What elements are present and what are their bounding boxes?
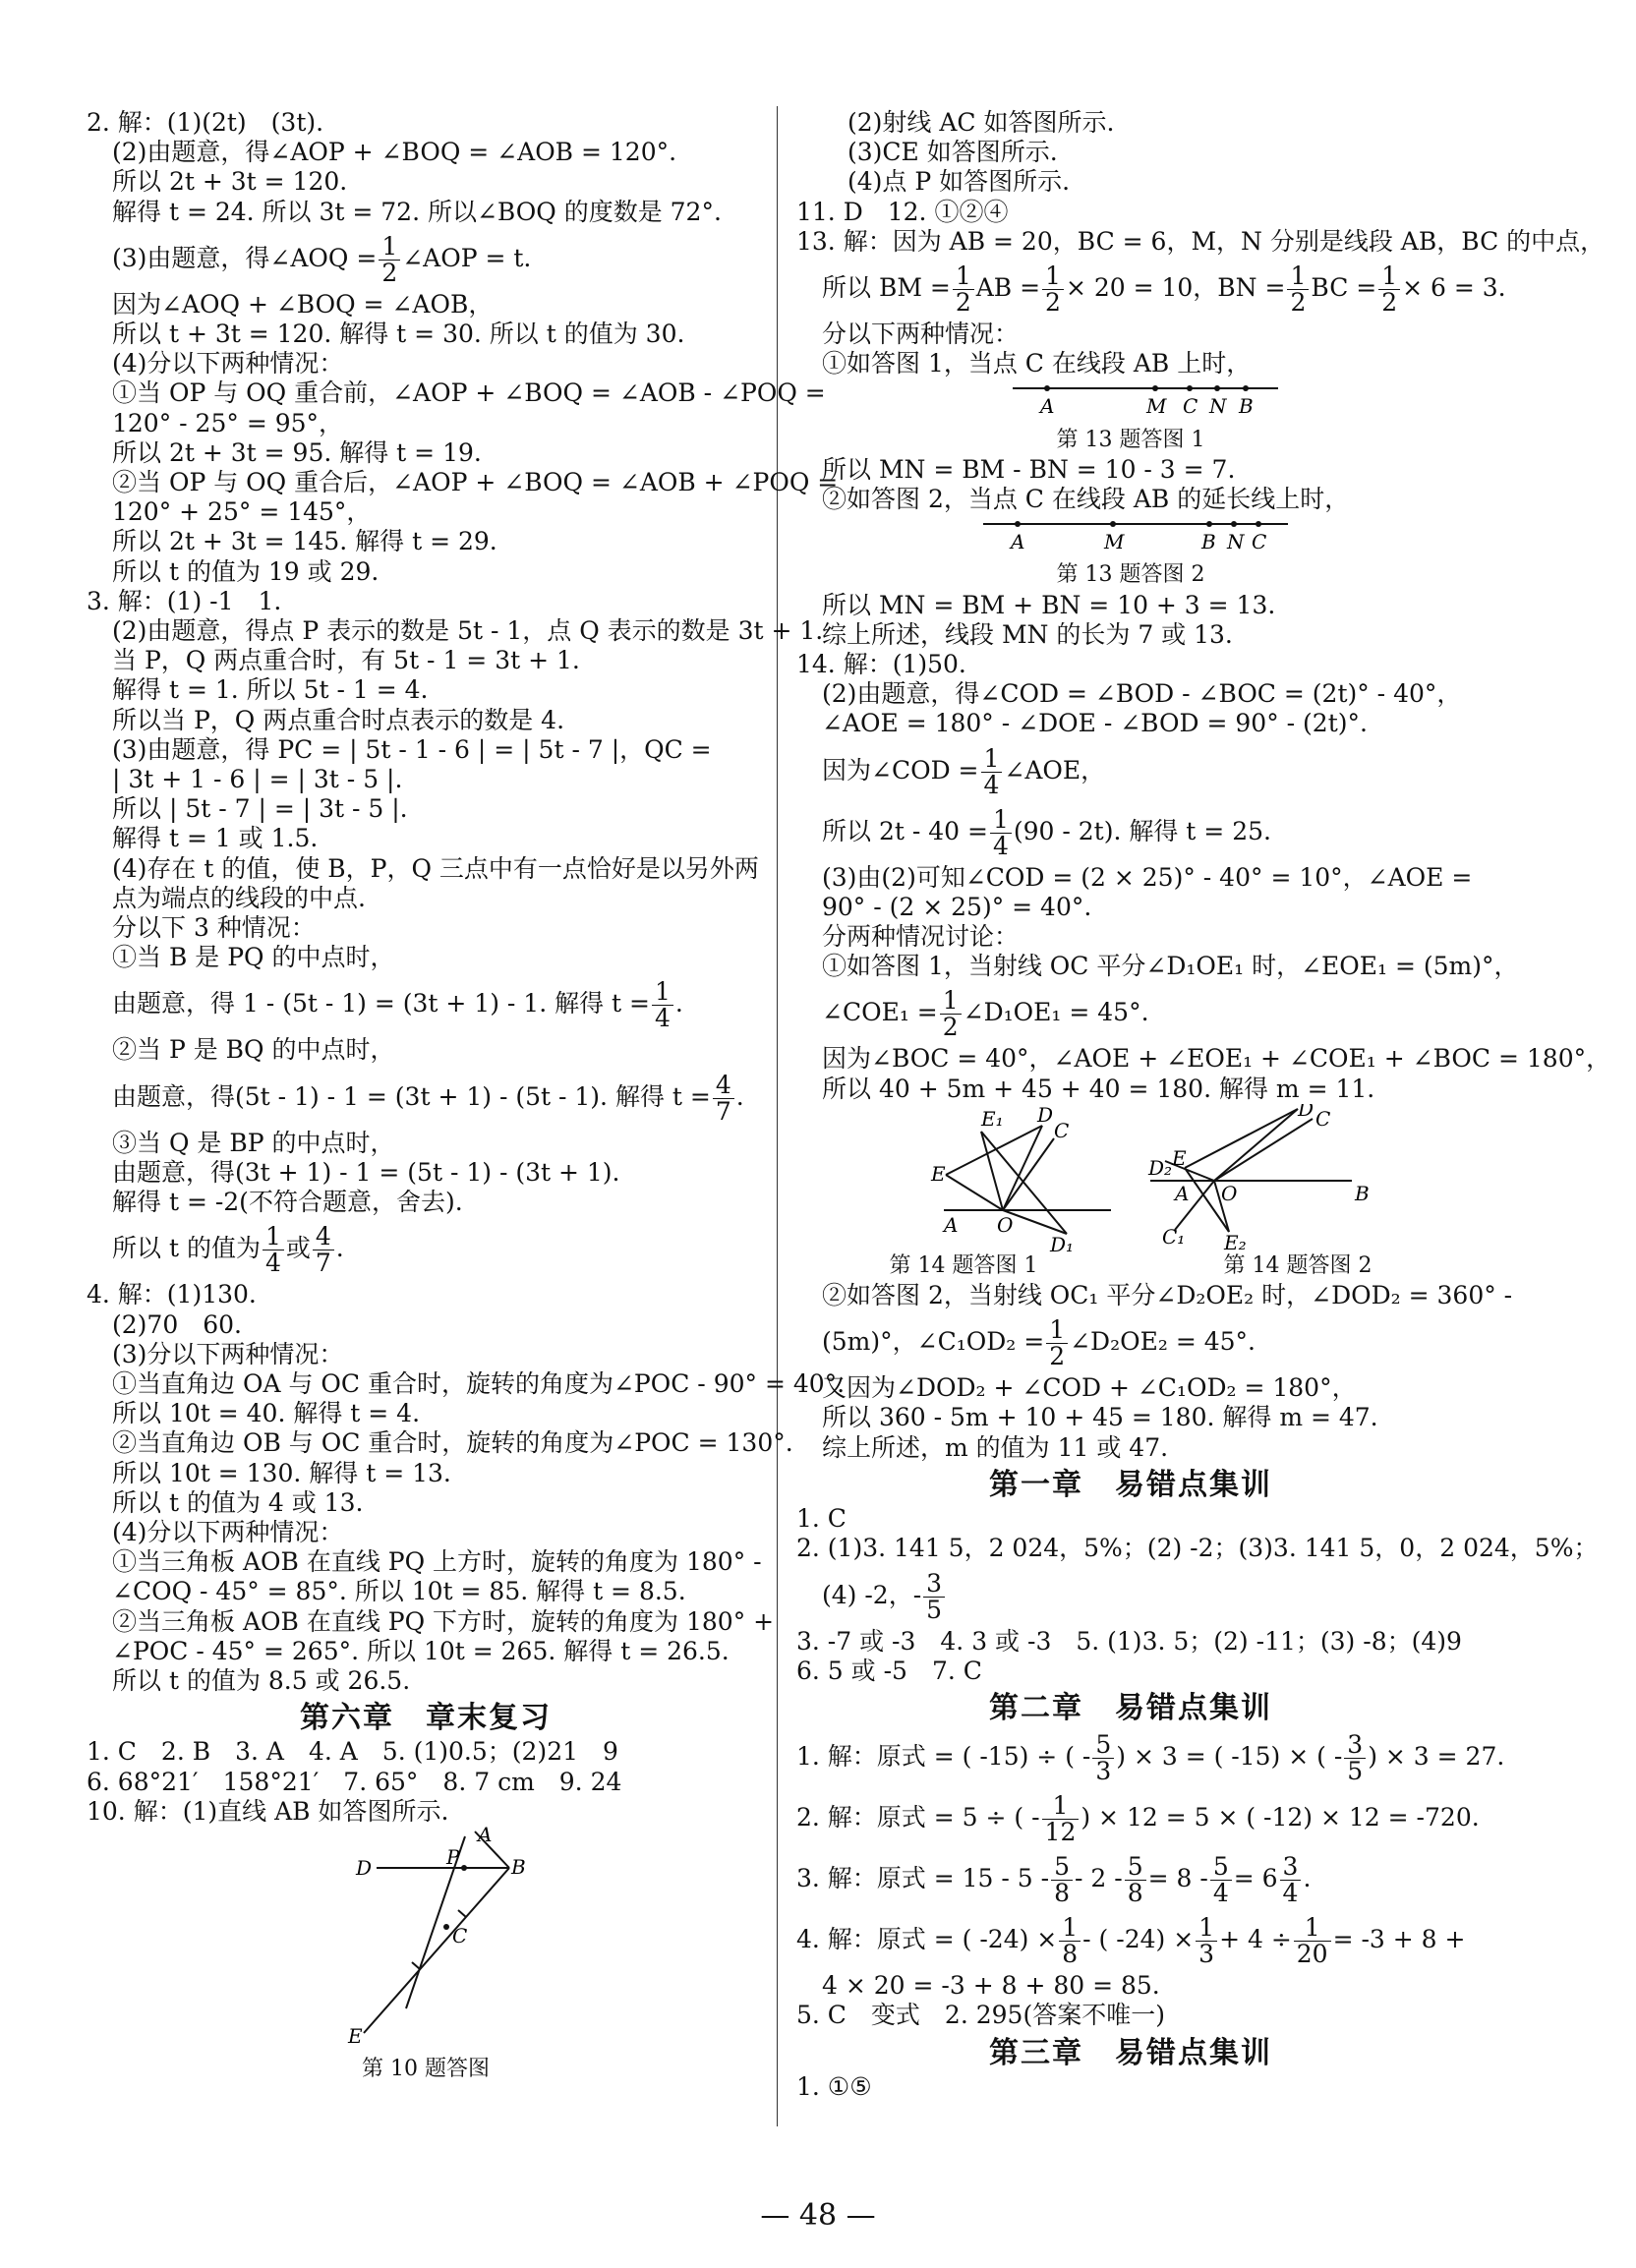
fraction <box>1210 1854 1232 1906</box>
text-span: 3. 解：原式 = 15 - 5 - <box>796 1864 1050 1893</box>
text-line: 所以 360 - 5m + 10 + 45 = 180. 解得 m = 47. <box>822 1403 1378 1432</box>
text-line: ∠COQ - 45° = 85°. 所以 10t = 85. 解得 t = 8.5. <box>112 1577 686 1606</box>
text-span: 所以 2t - 40 = <box>822 816 988 845</box>
text-line: 120° + 25° = 145°， <box>112 497 372 527</box>
text-line: 2. 解：(1)(2t) (3t). <box>87 108 324 137</box>
text-line <box>796 802 1465 861</box>
text-line: ①当 B 是 PQ 的中点时， <box>112 943 395 972</box>
text-span: ∠COE₁ = <box>822 998 938 1027</box>
numerator: 3 <box>923 1571 945 1598</box>
numerator: 1 <box>1196 1915 1217 1942</box>
fraction <box>263 1224 284 1276</box>
text-line: (4)存在 t 的值，使 B，P，Q 三点中有一点恰好是以另外两 <box>112 853 759 883</box>
problem-13 <box>796 226 1606 650</box>
text-line: 当 P，Q 两点重合时，有 5t - 1 = 3t + 1. <box>112 646 580 675</box>
fraction <box>1280 1854 1302 1906</box>
text-line: 1. ①⑤ <box>796 2071 872 2101</box>
label-C: C <box>1252 530 1267 554</box>
text-line: ①如答图 1，当点 C 在线段 AB 上时， <box>822 349 1252 378</box>
chapter-6-review <box>87 1701 765 2084</box>
problem-14 <box>796 650 1611 1463</box>
text-line: 6. 5 或 -5 7. C <box>796 1656 982 1685</box>
text-span: = 6 <box>1233 1864 1278 1893</box>
text-span: (90 - 2t). 解得 t = 25. <box>1013 816 1271 845</box>
text-span: . <box>735 1081 744 1111</box>
text-line: 所以 2t + 3t = 120. <box>112 167 348 197</box>
text-span: . <box>335 1234 344 1263</box>
figure-13-1 <box>796 378 1465 454</box>
denominator: 5 <box>1347 1757 1364 1786</box>
figure-14-1 <box>930 1104 1111 1251</box>
label-A: A <box>944 1212 959 1237</box>
text-line: ②当 P 是 BQ 的中点时， <box>112 1035 395 1065</box>
fraction <box>981 743 1003 799</box>
denominator: 12 <box>1044 1818 1077 1847</box>
text-line: | 3t + 1 - 6 | = | 3t - 5 |. <box>112 765 403 794</box>
text-line: ①当三角板 AOB 在直线 PQ 上方时，旋转的角度为 180° - <box>112 1547 762 1577</box>
text-line: 解得 t = 1. 所以 5t - 1 = 4. <box>112 675 429 705</box>
text-span: ) × 3 = ( -15) × ( - <box>1116 1742 1343 1772</box>
fraction <box>1042 263 1064 316</box>
text-span: . <box>674 989 683 1018</box>
label-B: B <box>1239 394 1254 419</box>
label-C: C <box>1315 1106 1331 1131</box>
denominator: 5 <box>926 1595 943 1624</box>
numerator: 5 <box>1051 1854 1073 1881</box>
label-O: O <box>997 1212 1014 1237</box>
text-line <box>796 1566 1465 1625</box>
numerator: 1 <box>1046 1317 1068 1344</box>
text-line: 因为∠BOC = 40°，∠AOE + ∠EOE₁ + ∠COE₁ + ∠BOC = 180°， <box>822 1044 1611 1074</box>
fraction <box>1042 1793 1080 1845</box>
text-line: ②当 OP 与 OQ 重合后，∠AOP + ∠BOQ = ∠AOB + ∠POQ = <box>112 468 839 497</box>
text-line <box>796 1788 1480 1847</box>
text-span: 1. 解：原式 = ( -15) ÷ ( - <box>796 1742 1091 1772</box>
figure-14-2 <box>1147 1104 1370 1251</box>
numerator: 1 <box>1294 1915 1331 1942</box>
text-span: 由题意，得(5t - 1) - 1 = (3t + 1) - (5t - 1). 解得 t = <box>112 1081 711 1111</box>
text-span: - 2 - <box>1075 1864 1123 1893</box>
label-C1: C₁ <box>1162 1224 1186 1249</box>
text-line <box>87 1068 765 1127</box>
text-line: 所以 t 的值为 4 或 13. <box>112 1487 364 1517</box>
fraction <box>940 988 962 1040</box>
text-line: 所以当 P，Q 两点重合时点表示的数是 4. <box>112 705 565 734</box>
text-line: 14. 解：(1)50. <box>796 650 966 679</box>
figure-13-1-diagram <box>796 378 1465 418</box>
text-line: (2)70 60. <box>112 1309 242 1339</box>
denominator: 4 <box>654 1004 671 1033</box>
denominator: 2 <box>1049 1342 1066 1371</box>
text-span: (4) -2，- <box>822 1580 922 1609</box>
section-heading: 第六章 章末复习 <box>300 1701 552 1736</box>
fraction <box>1125 1854 1146 1906</box>
text-span: ∠D₂OE₂ = 45°. <box>1070 1327 1256 1357</box>
text-line: 由题意，得(3t + 1) - 1 = (5t - 1) - (3t + 1). <box>112 1157 620 1187</box>
text-line: 综上所述，线段 MN 的长为 7 或 13. <box>822 619 1233 649</box>
fraction <box>1344 1732 1366 1784</box>
figure-10-diagram <box>87 1827 765 2048</box>
right-column <box>796 108 1611 2102</box>
text-span: 所以 BM = <box>822 273 951 303</box>
label-P: P <box>446 1844 460 1869</box>
denominator: 20 <box>1296 1940 1328 1969</box>
text-span: × 20 = 10，BN = <box>1065 273 1286 303</box>
figure-caption: 第 14 题答图 1 <box>889 1252 1038 1278</box>
denominator: 2 <box>1045 288 1061 318</box>
figure-14-pair <box>796 1104 1465 1251</box>
denominator: 8 <box>1054 1879 1070 1908</box>
label-C: C <box>452 1923 468 1948</box>
numerator: 1 <box>1378 263 1400 290</box>
chapter-1-errors <box>796 1467 1599 1686</box>
text-span: 2. 解：原式 = 5 ÷ ( - <box>796 1803 1040 1832</box>
text-line: (3)CE 如答图所示. <box>847 138 1058 167</box>
text-line: ②当三角板 AOB 在直线 PQ 下方时，旋转的角度为 180° + <box>112 1606 775 1636</box>
denominator: 2 <box>381 258 398 287</box>
label-O: O <box>1221 1181 1238 1205</box>
text-line: 所以 10t = 40. 解得 t = 4. <box>112 1399 421 1428</box>
denominator: 3 <box>1198 1940 1215 1969</box>
text-line: 因为∠AOQ + ∠BOQ = ∠AOB， <box>112 289 494 319</box>
label-C: C <box>1183 394 1198 419</box>
text-line: 又因为∠DOD₂ + ∠COD + ∠C₁OD₂ = 180°， <box>822 1373 1357 1403</box>
label-E: E <box>348 2023 363 2048</box>
text-line: ③当 Q 是 BP 的中点时， <box>112 1128 395 1157</box>
numerator: 1 <box>990 807 1012 834</box>
section-heading: 第一章 易错点集训 <box>989 1467 1272 1502</box>
left-column <box>87 108 846 2084</box>
label-N: N <box>1227 530 1245 554</box>
text-line: (4)分以下两种情况： <box>112 349 344 378</box>
numerator: 1 <box>953 263 974 290</box>
label-D2: D₂ <box>1148 1155 1173 1180</box>
fraction <box>990 804 1012 860</box>
text-line: 6. 68°21′ 158°21′ 7. 65° 8. 7 cm 9. 24 <box>87 1767 622 1796</box>
denominator: 2 <box>942 1013 959 1042</box>
fraction <box>1051 1854 1073 1906</box>
text-line <box>796 259 1506 318</box>
text-line: (3)由(2)可知∠COD = (2 × 25)° - 40° = 10°，∠AOE = <box>822 862 1473 892</box>
label-A: A <box>1175 1181 1190 1205</box>
text-line: (4)分以下两种情况： <box>112 1517 344 1546</box>
fraction <box>379 231 400 287</box>
denominator: 8 <box>1062 1940 1079 1969</box>
text-span: 所以 t 的值为 <box>112 1234 261 1263</box>
text-line: ∠POC - 45° = 265°. 所以 10t = 265. 解得 t = 26.5. <box>112 1636 730 1665</box>
numerator: 1 <box>1059 1915 1081 1942</box>
text-line: 4. 解：(1)130. <box>87 1280 257 1309</box>
numerator: 1 <box>1287 263 1309 290</box>
text-span: AB = <box>975 273 1041 303</box>
text-line: 解得 t = 24. 所以 3t = 72. 所以∠BOQ 的度数是 72°. <box>112 197 722 226</box>
label-E1: E₁ <box>981 1106 1004 1131</box>
text-span: ) × 3 = 27. <box>1368 1742 1505 1772</box>
denominator: 3 <box>1095 1757 1112 1786</box>
label-D: D <box>1298 1103 1315 1121</box>
fraction <box>713 1070 734 1126</box>
text-line <box>796 1727 1505 1786</box>
text-line: 3. 解：(1) -1 1. <box>87 586 282 615</box>
text-line: 所以 2t + 3t = 95. 解得 t = 19. <box>112 437 482 467</box>
text-line: 3. -7 或 -3 4. 3 或 -3 5. (1)3. 5；(2) -11；(3) -8；(4)9 <box>796 1626 1462 1656</box>
text-line: 5. C 变式 2. 295(答案不唯一) <box>796 2001 1165 2030</box>
fraction <box>652 979 673 1031</box>
text-line <box>796 1312 1465 1371</box>
chapter-2-errors <box>796 1690 1505 2031</box>
label-A: A <box>478 1826 493 1846</box>
label-D: D <box>356 1855 373 1880</box>
denominator: 4 <box>264 1249 281 1278</box>
denominator: 4 <box>983 770 1000 799</box>
label-E: E <box>931 1161 946 1186</box>
text-line: 1. C <box>796 1504 847 1534</box>
text-span: - ( -24) × <box>1082 1925 1195 1954</box>
text-span: 由题意，得 1 - (5t - 1) = (3t + 1) - 1. 解得 t = <box>112 989 650 1018</box>
numerator: 5 <box>1092 1732 1114 1759</box>
label-C: C <box>1054 1118 1070 1142</box>
numerator: 1 <box>1042 1793 1080 1820</box>
text-line: 综上所述，m 的值为 11 或 47. <box>822 1432 1169 1462</box>
text-span: (3)由题意，得∠AOQ = <box>112 243 378 272</box>
text-line: (2)射线 AC 如答图所示. <box>847 108 1115 137</box>
text-line: 所以 t + 3t = 120. 解得 t = 30. 所以 t 的值为 30. <box>112 320 685 349</box>
denominator: 4 <box>1212 1879 1229 1908</box>
text-line: 所以 | 5t - 7 | = | 3t - 5 |. <box>112 794 408 824</box>
figure-captions <box>796 1251 1465 1281</box>
label-M: M <box>1104 530 1125 554</box>
numerator: 3 <box>1280 1854 1302 1881</box>
text-line: (3)由题意，得 PC = | 5t - 1 - 6 | = | 5t - 7 |，QC = <box>112 734 712 764</box>
text-line: (3)分以下两种情况： <box>112 1339 344 1368</box>
text-span: . <box>1303 1864 1312 1893</box>
text-line: 4 × 20 = -3 + 8 + 80 = 85. <box>822 1971 1160 2001</box>
numerator: 1 <box>940 988 962 1015</box>
numerator: 5 <box>1210 1854 1232 1881</box>
fraction <box>313 1224 334 1276</box>
numerator: 1 <box>263 1224 284 1250</box>
label-B: B <box>1201 530 1216 554</box>
text-span: 4. 解：原式 = ( -24) × <box>796 1925 1058 1954</box>
figure-caption: 第 10 题答图 <box>362 2057 490 2082</box>
numerator: 1 <box>1042 263 1064 290</box>
numerator: 4 <box>313 1224 334 1250</box>
text-span: ) × 12 = 5 × ( -12) × 12 = -720. <box>1081 1803 1480 1832</box>
numerator: 1 <box>981 746 1003 773</box>
fraction <box>1287 263 1309 316</box>
text-line: ②如答图 2，当点 C 在线段 AB 的延长线上时， <box>822 485 1350 514</box>
column-divider <box>777 106 778 2126</box>
text-line: 所以 MN = BM + BN = 10 + 3 = 13. <box>822 590 1276 619</box>
text-line: 解得 t = 1 或 1.5. <box>112 824 319 853</box>
figure-caption: 第 13 题答图 1 <box>1056 427 1205 452</box>
section-heading: 第二章 易错点集训 <box>989 1690 1272 1725</box>
figure-13-2 <box>796 514 1465 590</box>
chapter-3-errors <box>796 2035 1465 2102</box>
figure-caption: 第 13 题答图 2 <box>1056 562 1205 588</box>
numerator: 3 <box>1344 1732 1366 1759</box>
fraction <box>1196 1915 1217 1967</box>
text-line: ∠AOE = 180° - ∠DOE - ∠BOD = 90° - (2t)°. <box>822 709 1368 738</box>
text-span: (5m)°，∠C₁OD₂ = <box>822 1327 1045 1357</box>
text-line: 1. C 2. B 3. A 4. A 5. (1)0.5；(2)21 9 <box>87 1737 618 1767</box>
text-line: ①当直角边 OA 与 OC 重合时，旋转的角度为∠POC - 90° = 40°. <box>112 1368 846 1398</box>
text-line: (2)由题意，得∠AOP + ∠BOQ = ∠AOB = 120°. <box>112 138 677 167</box>
text-line: 分两种情况讨论： <box>822 922 1020 952</box>
fraction <box>1092 1732 1114 1784</box>
figure-caption: 第 14 题答图 2 <box>1223 1252 1373 1278</box>
denominator: 7 <box>715 1096 731 1126</box>
figure-13-2-diagram <box>796 514 1465 553</box>
fraction <box>953 263 974 316</box>
text-line: 点为端点的线段的中点. <box>112 883 366 912</box>
fraction <box>1378 263 1400 316</box>
numerator: 1 <box>652 979 673 1006</box>
text-span: 因为∠COD = <box>822 755 979 785</box>
text-span: 或 <box>285 1234 311 1263</box>
numerator: 1 <box>379 234 400 261</box>
label-N: N <box>1209 394 1227 419</box>
text-line <box>87 974 765 1033</box>
text-line: 解得 t = -2(不符合题意，舍去). <box>112 1188 463 1217</box>
text-line: (4)点 P 如答图所示. <box>847 167 1071 197</box>
fraction <box>1294 1915 1331 1967</box>
text-span: × 6 = 3. <box>1402 273 1506 303</box>
denominator: 2 <box>1290 288 1307 318</box>
label-A: A <box>1011 530 1025 554</box>
text-span: ∠AOE， <box>1004 755 1106 785</box>
text-span: + 4 ÷ <box>1219 1925 1292 1954</box>
denominator: 2 <box>955 288 971 318</box>
label-M: M <box>1146 394 1167 419</box>
label-A: A <box>1040 394 1055 419</box>
text-line: 所以 MN = BM - BN = 10 - 3 = 7. <box>822 454 1236 484</box>
problem-3 <box>87 586 824 1278</box>
text-line <box>87 1219 765 1278</box>
problem-10-continued <box>796 108 1465 198</box>
text-line: 10. 解：(1)直线 AB 如答图所示. <box>87 1796 449 1826</box>
fraction <box>923 1568 945 1624</box>
label-B: B <box>1355 1181 1370 1205</box>
label-E: E <box>1172 1145 1187 1170</box>
text-line: 分以下两种情况： <box>822 320 1020 349</box>
text-line: 120° - 25° = 95°， <box>112 408 344 437</box>
figure-14-diagrams <box>796 1104 1465 1251</box>
text-line: 所以 t 的值为 8.5 或 26.5. <box>112 1665 411 1695</box>
label-D1: D₁ <box>1050 1232 1075 1251</box>
text-line: 所以 t 的值为 19 或 29. <box>112 556 380 586</box>
text-span: ∠D₁OE₁ = 45°. <box>963 998 1149 1027</box>
fraction <box>1059 1915 1081 1967</box>
denominator: 2 <box>1381 288 1398 318</box>
label-B: B <box>511 1854 526 1879</box>
denominator: 4 <box>1282 1879 1299 1908</box>
label-D: D <box>1037 1103 1054 1127</box>
text-line: 所以 40 + 5m + 45 + 40 = 180. 解得 m = 11. <box>822 1074 1375 1103</box>
numerator: 5 <box>1125 1854 1146 1881</box>
text-line: ②如答图 2，当射线 OC₁ 平分∠D₂OE₂ 时，∠DOD₂ = 360° - <box>822 1281 1513 1310</box>
text-span: = -3 + 8 + <box>1332 1925 1466 1954</box>
text-line: 13. 解：因为 AB = 20，BC = 6，M，N 分别是线段 AB，BC 的中点， <box>796 226 1606 256</box>
text-line: (2)由题意，得∠COD = ∠BOD - ∠BOC = (2t)° - 40°， <box>822 679 1462 709</box>
label-E2: E₂ <box>1224 1230 1247 1251</box>
text-span: BC = <box>1311 273 1377 303</box>
text-line <box>796 1910 1465 1969</box>
text-line: 90° - (2 × 25)° = 40°. <box>822 892 1092 921</box>
text-line <box>796 1849 1465 1908</box>
problem-2 <box>87 108 839 587</box>
text-line: 所以 10t = 130. 解得 t = 13. <box>112 1458 451 1487</box>
text-line: 11. D 12. ①②④ <box>796 197 1009 226</box>
page-number: — 48 — <box>760 2198 876 2233</box>
denominator: 4 <box>992 831 1009 860</box>
text-line: 所以 2t + 3t = 145. 解得 t = 29. <box>112 527 497 556</box>
text-line: 2. (1)3. 141 5，2 024，5%；(2) -2；(3)3. 141 5，0，2 024，5%； <box>796 1534 1599 1563</box>
section-heading: 第三章 易错点集训 <box>989 2035 1272 2070</box>
text-line: (2)由题意，得点 P 表示的数是 5t - 1，点 Q 表示的数是 3t + 1. <box>112 616 824 646</box>
denominator: 7 <box>315 1249 331 1278</box>
text-line <box>796 741 1465 800</box>
text-line: ①如答图 1，当射线 OC 平分∠D₁OE₁ 时，∠EOE₁ = (5m)°， <box>822 952 1519 981</box>
denominator: 8 <box>1127 1879 1143 1908</box>
text-line <box>796 983 1465 1042</box>
figure-10 <box>87 1827 765 2084</box>
text-line: ②当直角边 OB 与 OC 重合时，旋转的角度为∠POC = 130°. <box>112 1428 793 1458</box>
numerator: 4 <box>713 1073 734 1099</box>
text-line: 分以下 3 种情况： <box>112 913 316 943</box>
text-line <box>87 229 765 288</box>
text-span: ∠AOP = t. <box>402 243 532 272</box>
text-line: ①当 OP 与 OQ 重合前，∠AOP + ∠BOQ = ∠AOB - ∠POQ = <box>112 378 826 408</box>
fraction <box>1046 1317 1068 1369</box>
text-span: = 8 - <box>1147 1864 1208 1893</box>
